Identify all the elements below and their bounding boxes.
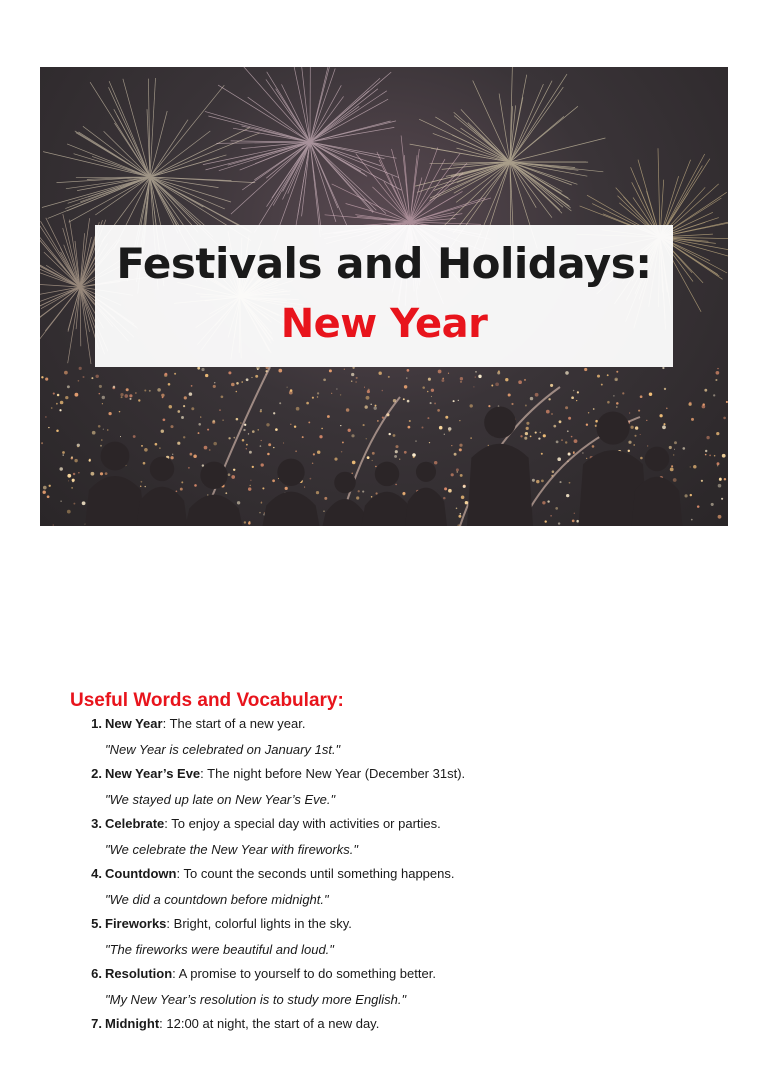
list-item [0, 766, 768, 816]
item-term: Resolution [105, 966, 172, 981]
item-definition [105, 966, 436, 981]
page-title: Festivals and Holidays: [95, 239, 673, 288]
item-example: "We did a countdown before midnight." [105, 892, 329, 907]
definition-text: : To enjoy a special day with activities or parties. [164, 816, 441, 831]
item-term: New Year’s Eve [105, 766, 200, 781]
item-term: Celebrate [105, 816, 164, 831]
item-number: 4. [82, 866, 102, 881]
title-banner [95, 225, 673, 367]
item-number: 1. [82, 716, 102, 731]
item-example: "We celebrate the New Year with fireworks." [105, 842, 358, 857]
item-definition [105, 816, 441, 831]
page-subtitle: New Year [95, 301, 673, 347]
section-heading: Useful Words and Vocabulary: [70, 690, 344, 712]
item-number: 2. [82, 766, 102, 781]
item-number: 6. [82, 966, 102, 981]
definition-text: : A promise to yourself to do something better. [172, 966, 436, 981]
firework-burst [203, 67, 402, 241]
item-example: "We stayed up late on New Year’s Eve." [105, 792, 335, 807]
item-number: 3. [82, 816, 102, 831]
list-item [0, 816, 768, 866]
item-term: Fireworks [105, 916, 166, 931]
list-item [0, 966, 768, 1016]
list-item [0, 866, 768, 916]
item-term: Countdown [105, 866, 176, 881]
definition-text: : The start of a new year. [163, 716, 306, 731]
list-item [0, 916, 768, 966]
definition-text: : Bright, colorful lights in the sky. [166, 916, 351, 931]
definition-text: : The night before New Year (December 31st). [200, 766, 465, 781]
list-item [0, 716, 768, 766]
item-term: Midnight [105, 1016, 159, 1031]
crowd-silhouettes [85, 407, 683, 526]
item-definition [105, 766, 465, 781]
item-example: "My New Year’s resolution is to study more English." [105, 992, 406, 1007]
item-definition [105, 916, 352, 931]
item-example: "New Year is celebrated on January 1st." [105, 742, 340, 757]
item-number: 7. [82, 1016, 102, 1031]
item-definition [105, 716, 305, 731]
definition-text: : To count the seconds until something happens. [176, 866, 454, 881]
item-term: New Year [105, 716, 163, 731]
item-example: "The fireworks were beautiful and loud." [105, 942, 334, 957]
item-definition [105, 866, 455, 881]
definition-text: : 12:00 at night, the start of a new day. [159, 1016, 379, 1031]
item-number: 5. [82, 916, 102, 931]
